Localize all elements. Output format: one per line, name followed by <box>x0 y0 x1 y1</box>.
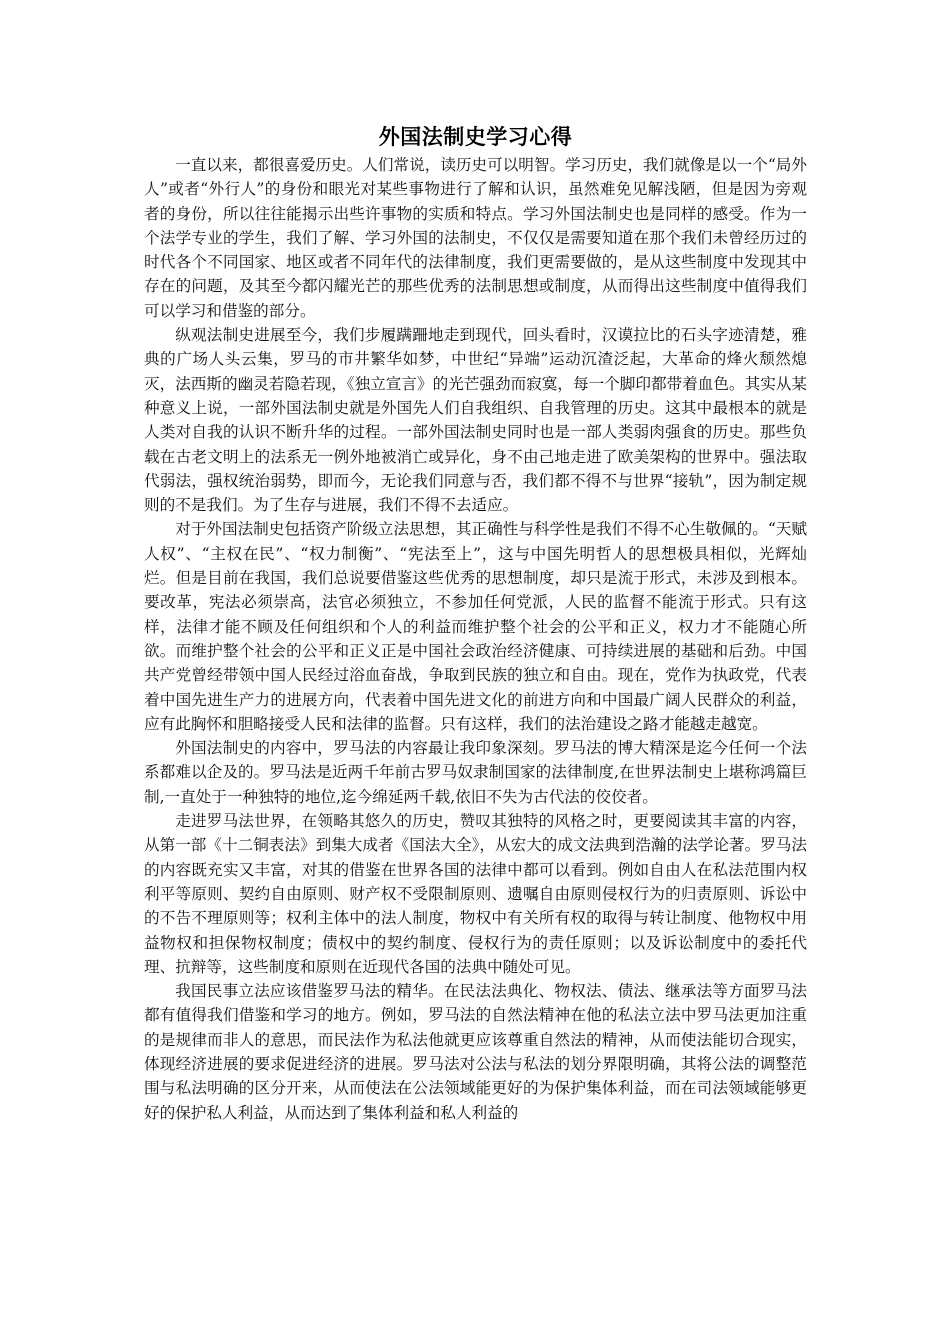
paragraph-2: 纵观法制史进展至今，我们步履蹒跚地走到现代，回头看时，汉谟拉比的石头字迹清楚，雅典的广场人头云集，罗马的市井繁华如梦，中世纪“异端”运动沉渣泛起，大革命的烽火颓然熄灭，法西斯的幽灵若隐若现，《独立宣言》的光芒强劲而寂寞，每一个脚印都带着血色。其实从某种意义上说，一部外国法制史就是外国先人们自我组织、自我管理的历史。这其中最根本的就是人类对自我的认识不断升华的过程。一部外国法制史同时也是一部人类弱肉强食的历史。那些负载在古老文明上的法系无一例外地被消亡或异化，身不由己地走进了欧美架构的世界中。强法取代弱法，强权统治弱势，即而今，无论我们同意与否，我们都不得不与世界“接轨”，因为制定规则的不是我们。为了生存与进展，我们不得不去适应。 <box>144 326 807 515</box>
document-title: 外国法制史学习心得 <box>378 125 573 149</box>
document-body <box>144 121 807 1125</box>
paragraph-3: 对于外国法制史包括资产阶级立法思想，其正确性与科学性是我们不得不心生敬佩的。“天赋人权”、“主权在民”、“权力制衡”、“宪法至上”，这与中国先明哲人的思想极具相似，光辉灿烂。但是目前在我国，我们总说要借鉴这些优秀的思想制度，却只是流于形式，未涉及到根本。要改革，宪法必须崇高，法官必须独立，不参加任何党派，人民的监督不能流于形式。只有这样，法律才能不顾及任何组织和个人的利益而维护整个社会的公平和正义，权力才不能随心所欲。而维护整个社会的公平和正义正是中国社会政治经济健康、可持续进展的基础和后劲。中国共产党曾经带领中国人民经过浴血奋战，争取到民族的独立和自由。现在，党作为执政党，代表着中国先进生产力的进展方向，代表着中国先进文化的前进方向和中国最广阔人民群众的利益，应有此胸怀和胆略接受人民和法律的监督。只有这样，我们的法治建设之路才能越走越宽。 <box>144 520 807 733</box>
paragraph-6: 我国民事立法应该借鉴罗马法的精华。在民法法典化、物权法、债法、继承法等方面罗马法都有值得我们借鉴和学习的地方。例如，罗马法的自然法精神在他的私法立法中罗马法更加注重的是规律而非人的意思，而民法作为私法他就更应该尊重自然法的精神，从而使法能切合现实，体现经济进展的要求促进经济的进展。罗马法对公法与私法的划分界限明确，其将公法的调整范围与私法明确的区分开来，从而使法在公法领域能更好的为保护集体利益，而在司法领域能够更好的保护私人利益，从而达到了集体利益和私人利益的 <box>144 982 807 1122</box>
paragraph-4: 外国法制史的内容中，罗马法的内容最让我印象深刻。罗马法的博大精深是迄今任何一个法系都难以企及的。罗马法是近两千年前古罗马奴隶制国家的法律制度,在世界法制史上堪称鸿篇巨制,一直处于一种独特的地位,迄今绵延两千载,依旧不失为古代法的佼佼者。 <box>144 739 807 806</box>
paragraph-5: 走进罗马法世界，在领略其悠久的历史，赞叹其独特的风格之时，更要阅读其丰富的内容，从第一部《十二铜表法》到集大成者《国法大全》，从宏大的成文法典到浩瀚的法学论著。罗马法的内容既充实又丰富，对其的借鉴在世界各国的法律中都可以看到。例如自由人在私法范围内权利平等原则、契约自由原则、财产权不受限制原则、遗嘱自由原则侵权行为的归责原则、诉讼中的不告不理原则等；权利主体中的法人制度，物权中有关所有权的取得与转让制度、他物权中用益物权和担保物权制度；债权中的契约制度、侵权行为的责任原则；以及诉讼制度中的委托代理、抗辩等，这些制度和原则在近现代各国的法典中随处可见。 <box>144 812 807 976</box>
paragraph-1: 一直以来，都很喜爱历史。人们常说，读历史可以明智。学习历史，我们就像是以一个“局外人”或者“外行人”的身份和眼光对某些事物进行了解和认识，虽然难免见解浅陋，但是因为旁观者的身份，所以往往能揭示出些许事物的实质和特点。学习外国法制史也是同样的感受。作为一个法学专业的学生，我们了解、学习外国的法制史，不仅仅是需要知道在那个我们未曾经历过的时代各个不同国家、地区或者不同年代的法律制度，我们更需要做的，是从这些制度中发现其中存在的问题，及其至今都闪耀光芒的那些优秀的法制思想或制度，从而得出这些制度中值得我们可以学习和借鉴的部分。 <box>144 156 807 320</box>
